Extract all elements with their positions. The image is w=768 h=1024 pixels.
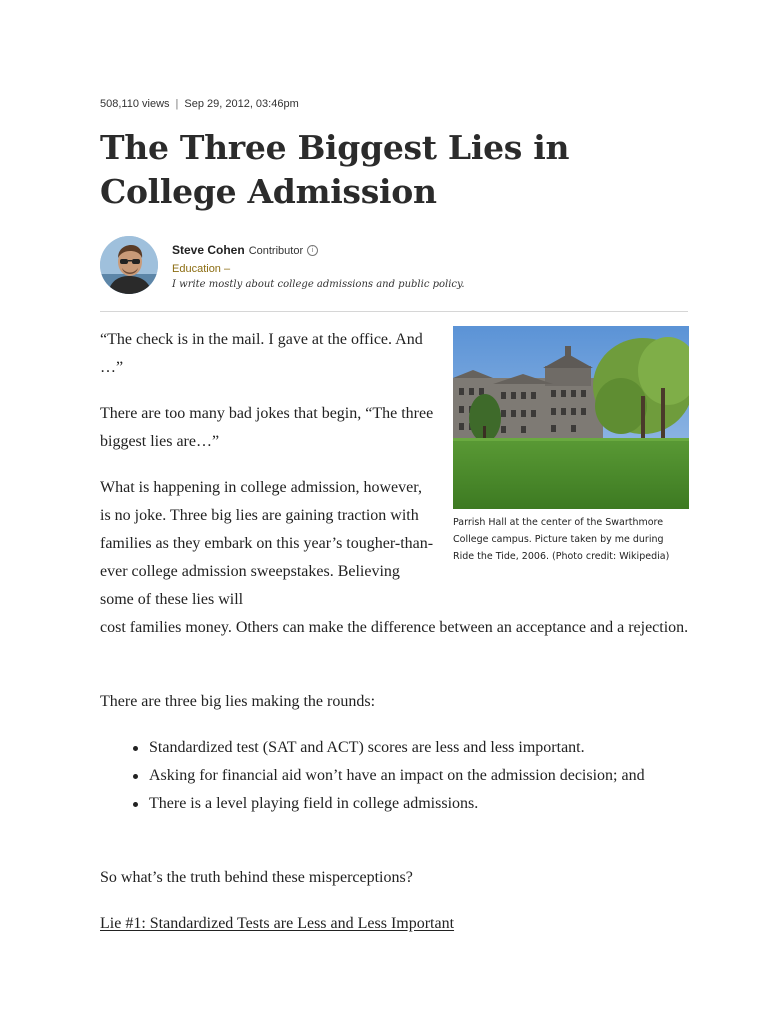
author-line [172, 242, 465, 259]
paragraph-5: So what’s the truth behind these misperceptions? [100, 869, 413, 886]
author-info [172, 242, 465, 292]
article-title: The Three Biggest Lies in College Admission [100, 128, 570, 211]
lies-list [100, 734, 690, 818]
list-item: Standardized test (SAT and ACT) scores are less and less important. [100, 734, 690, 762]
lie-1-heading: Lie #1: Standardized Tests are Less and Less Important [100, 915, 455, 932]
paragraph-3: What is happening in college admission, however, is no joke. Three big lies are gaining traction with families as they embark on this year’s tougher-than-ever college admission sweepstakes. Believing some of these lies will [100, 479, 434, 608]
paragraph-3-continued: cost families money. Others can make the difference between an acceptance and a rejection. [100, 619, 689, 636]
info-icon[interactable]: i [307, 245, 318, 256]
author-role: Contributor [248, 245, 304, 257]
meta-separator: | [175, 98, 179, 110]
avatar-image [100, 236, 158, 294]
article-meta [100, 98, 299, 110]
list-item: Asking for financial aid won’t have an impact on the admission decision; and [100, 762, 690, 790]
list-item: There is a level playing field in college admissions. [100, 790, 690, 818]
publish-date: Sep 29, 2012, 03:46pm [184, 98, 299, 110]
campus-photo[interactable] [453, 326, 689, 509]
header-divider [100, 311, 688, 312]
view-count: 508,110 views [100, 98, 170, 110]
article-figure [453, 326, 689, 565]
figure-caption: Parrish Hall at the center of the Swarthmore College campus. Picture taken by me during Ride the Tide, 2006. (Photo credit: Wikipedia) [453, 517, 670, 562]
author-section-link[interactable]: Education – [172, 263, 231, 275]
paragraph-1: “The check is in the mail. I gave at the office. And …” [100, 331, 423, 376]
author-block [100, 236, 690, 300]
paragraph-4: There are three big lies making the rounds: [100, 693, 376, 710]
author-avatar[interactable] [100, 236, 158, 294]
author-name[interactable]: Steve Cohen [172, 243, 245, 257]
author-bio: I write mostly about college admissions and public policy. [172, 279, 465, 290]
paragraph-2: There are too many bad jokes that begin, “The three biggest lies are…” [100, 405, 434, 450]
